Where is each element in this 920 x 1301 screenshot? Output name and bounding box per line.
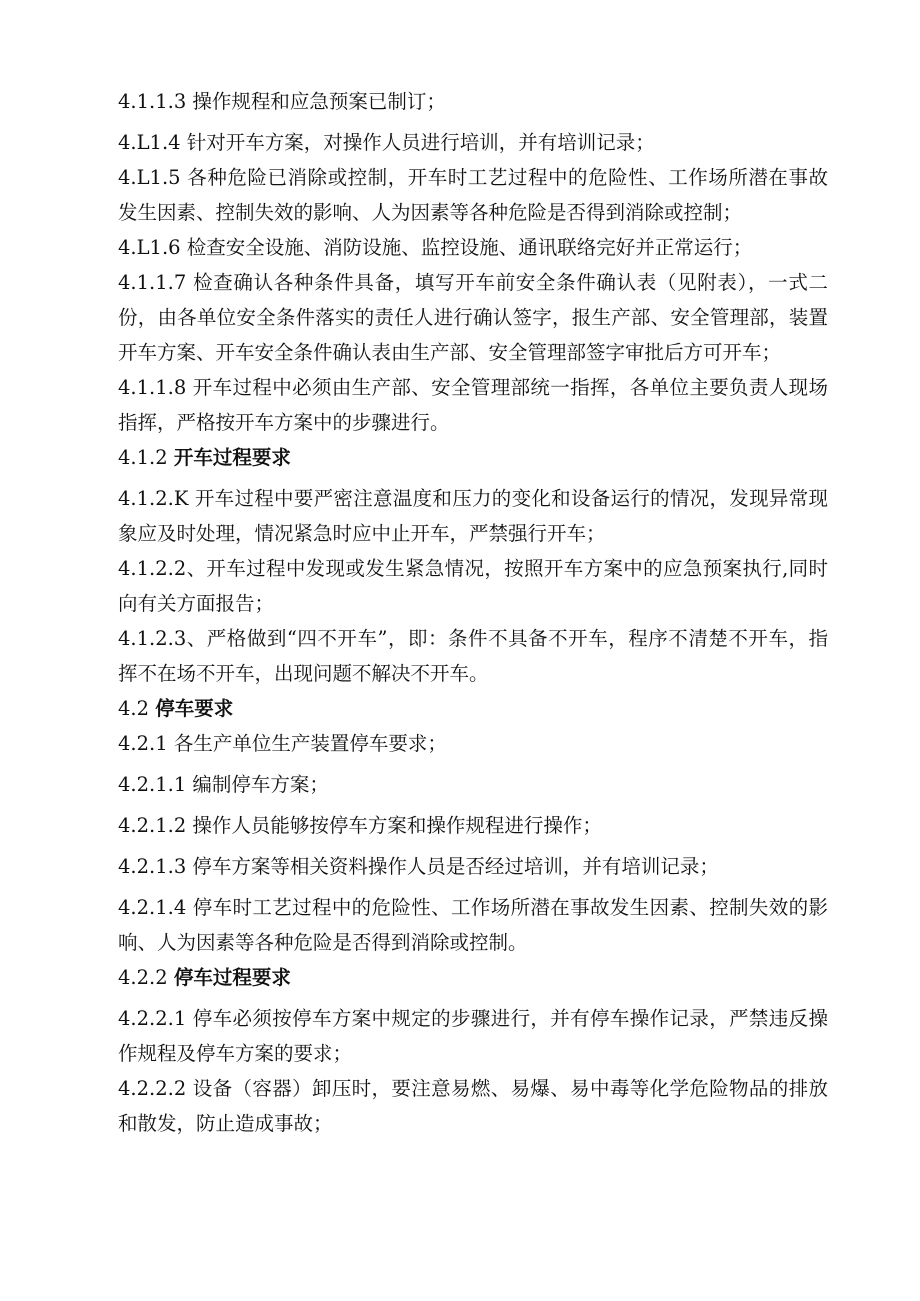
heading-4-1-2 [118,440,828,475]
heading-4-2 [118,691,828,726]
heading-4-2-2-title: 停车过程要求 [173,966,291,989]
paragraph-4-1-1-8: 4.1.1.8 开车过程中必须由生产部、安全管理部统一指挥，各单位主要负责人现场指挥，严格按开车方案中的步骤进行。 [118,376,828,434]
paragraph-4-1-2-1: 4.1.2.K 开车过程中要严密注意温度和压力的变化和设备运行的情况，发现异常现象应及时处理，情况紧急时应中止开车，严禁强行开车； [118,487,828,545]
paragraph-4-1-1-3: 4.1.1.3 操作规程和应急预案已制订； [118,90,446,113]
paragraph-4-2-1-1: 4.2.1.1 编制停车方案； [118,773,329,796]
paragraph-4-2-1-3: 4.2.1.3 停车方案等相关资料操作人员是否经过培训，并有培训记录； [118,855,719,878]
paragraph-4-1-2-2: 4.1.2.2、开车过程中发现或发生紧急情况，按照开车方案中的应急预案执行,同时向有关方面报告； [118,557,828,615]
heading-4-2-title: 停车要求 [155,697,234,720]
paragraph-4-1-1-5: 4.L1.5 各种危险已消除或控制，开车时工艺过程中的危险性、工作场所潜在事故发生因素、控制失效的影响、人为因素等各种危险是否得到消除或控制； [118,166,828,224]
paragraph-4-1-1-7: 4.1.1.7 检查确认各种条件具备，填写开车前安全条件确认表（见附表），一式二份，由各单位安全条件落实的责任人进行确认签字，报生产部、安全管理部，装置开车方案、开车安全条件确认表由生产部、安全管理部签字审批后方可开车； [118,271,828,364]
paragraph-4-1-1-6: 4.L1.6 检查安全设施、消防设施、监控设施、通讯联络完好并正常运行； [118,236,753,259]
paragraph-4-1-1-4: 4.L1.4 针对开车方案，对操作人员进行培训，并有培训记录； [118,131,655,154]
paragraph-4-2-1: 4.2.1 各生产单位生产装置停车要求； [118,732,447,755]
heading-4-2-2 [118,960,828,995]
paragraph-4-1-2-3: 4.1.2.3、严格做到“四不开车”，即：条件不具备不开车，程序不清楚不开车，指挥不在场不开车，出现问题不解决不开车。 [118,627,828,685]
heading-4-1-2-number: 4.1.2 [118,446,174,469]
heading-4-2-number: 4.2 [118,697,156,720]
document-body [118,84,828,1141]
paragraph-4-2-2-1: 4.2.2.1 停车必须按停车方案中规定的步骤进行，并有停车操作记录，严禁违反操作规程及停车方案的要求； [118,1007,828,1065]
paragraph-4-2-2-2: 4.2.2.2 设备（容器）卸压时，要注意易燃、易爆、易中毒等化学危险物品的排放和散发，防止造成事故； [118,1077,828,1135]
heading-4-2-2-number: 4.2.2 [118,966,174,989]
paragraph-4-2-1-4: 4.2.1.4 停车时工艺过程中的危险性、工作场所潜在事故发生因素、控制失效的影响、人为因素等各种危险是否得到消除或控制。 [118,896,828,954]
paragraph-4-2-1-2: 4.2.1.2 操作人员能够按停车方案和操作规程进行操作； [118,814,602,837]
heading-4-1-2-title: 开车过程要求 [173,446,291,469]
